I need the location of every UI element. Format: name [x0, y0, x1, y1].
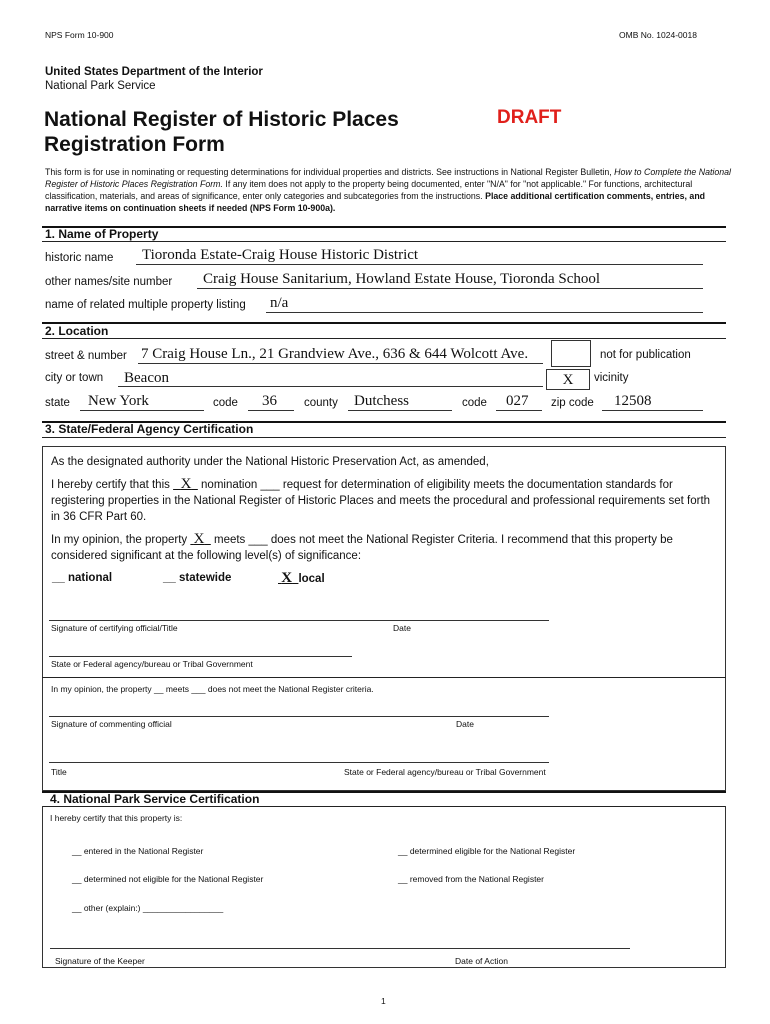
county-label: county	[304, 397, 338, 409]
vicinity-mark: X	[562, 372, 574, 388]
other-names-field	[197, 288, 703, 289]
nps-certification-box	[42, 806, 726, 968]
county-code-label: code	[462, 397, 487, 409]
authority-statement: As the designated authority under the National Historic Preservation Act, as amended,	[51, 456, 489, 468]
option-removed[interactable]: __ removed from the National Register	[398, 874, 544, 884]
state-field	[80, 410, 204, 411]
vicinity-label: vicinity	[594, 372, 629, 384]
section-divider	[42, 322, 726, 324]
county-value[interactable]: Dutchess	[354, 393, 409, 409]
intro-text-2: If any item does not apply to the property being documented, enter "N/A" for "not applicable." For functions, architectural classification, materials, and areas of significance, enter only categories and subcategories from the instructions.	[45, 179, 693, 201]
state-label: state	[45, 397, 70, 409]
intro-paragraph	[45, 166, 731, 214]
other-names-label: other names/site number	[45, 276, 173, 288]
opinion-text: In my opinion, the property	[51, 534, 191, 546]
historic-name-value[interactable]: Tioronda Estate-Craig House Historic District	[142, 247, 419, 263]
section-underline	[42, 241, 726, 242]
street-value[interactable]: 7 Craig House Ln., 21 Grandview Ave., 636 & 644 Wolcott Ave.	[141, 346, 529, 362]
other-names-value[interactable]: Craig House Sanitarium, Howland Estate House, Tioronda School	[203, 271, 601, 287]
commenting-opinion: In my opinion, the property __ meets ___ does not meet the National Register criteria.	[51, 684, 374, 694]
related-listing-label: name of related multiple property listing	[45, 299, 246, 311]
commenting-date-label: Date	[456, 719, 474, 729]
section-1-heading: 1. Name of Property	[45, 227, 159, 241]
street-field	[138, 363, 543, 364]
agency-label-2: State or Federal agency/bureau or Tribal Government	[344, 767, 546, 777]
state-code-value[interactable]: 36	[262, 393, 277, 409]
certification-statement	[51, 476, 721, 525]
title-label: Title	[51, 767, 67, 777]
service-name: National Park Service	[45, 80, 156, 92]
opinion-text-2: meets ___ does not meet the National Register Criteria. I recommend that this property be considered significant at the following level(s) of significance:	[51, 534, 673, 562]
not-for-publication-checkbox[interactable]	[551, 340, 591, 367]
street-label: street & number	[45, 350, 127, 362]
county-field	[348, 410, 452, 411]
local-mark: X	[281, 570, 293, 586]
page-number: 1	[381, 996, 386, 1006]
local-label: local	[298, 573, 325, 585]
opinion-statement	[51, 531, 721, 564]
date-of-action-label: Date of Action	[455, 956, 508, 966]
county-code-value[interactable]: 027	[506, 393, 529, 409]
level-statewide[interactable]: __ statewide	[163, 572, 232, 584]
commenting-signature-label: Signature of commenting official	[51, 719, 172, 729]
certifying-date-label: Date	[393, 623, 411, 633]
omb-number: OMB No. 1024-0018	[619, 30, 697, 40]
state-value[interactable]: New York	[88, 393, 149, 409]
form-title-line2: Registration Form	[44, 133, 225, 156]
certifying-signature-line	[49, 620, 549, 621]
level-local[interactable]	[278, 570, 325, 587]
draft-stamp: DRAFT	[497, 107, 562, 128]
meets-mark[interactable]: X	[193, 531, 205, 547]
historic-name-label: historic name	[45, 252, 114, 264]
city-field	[118, 386, 543, 387]
intro-text: This form is for use in nominating or requesting determinations for individual properties and districts. See instructions in National Register Bulletin,	[45, 167, 615, 177]
title-line	[49, 762, 549, 763]
certify-text-2: nomination ___ request for determination of eligibility meets the documentation standards for registering properties in the National Register of Historic Places and meets the procedural and professional requirements set forth in 36 CFR Part 60.	[51, 479, 711, 523]
agency-line	[49, 656, 352, 657]
form-title-line1: National Register of Historic Places	[44, 108, 399, 131]
historic-name-field	[136, 264, 703, 265]
certification-box-divider	[42, 677, 726, 678]
option-other[interactable]: __ other (explain:) _________________	[72, 903, 224, 913]
agency-label: State or Federal agency/bureau or Tribal Government	[51, 659, 253, 669]
state-code-label: code	[213, 397, 238, 409]
department-name: United States Department of the Interior	[45, 66, 263, 78]
level-national[interactable]: __ national	[52, 572, 113, 584]
state-code-field	[248, 410, 294, 411]
intro-bulletin-title: How to Complete the National Register of Historic Places Registration Form.	[45, 167, 732, 189]
option-determined-eligible[interactable]: __ determined eligible for the National Register	[398, 846, 576, 856]
county-code-field	[496, 410, 542, 411]
commenting-signature-line	[49, 716, 549, 717]
keeper-signature-line	[50, 948, 630, 949]
section-4-heading: 4. National Park Service Certification	[50, 792, 260, 806]
certify-text: I hereby certify that this	[51, 479, 174, 491]
vicinity-checkbox[interactable]	[546, 369, 590, 390]
related-listing-field	[266, 312, 703, 313]
zip-value[interactable]: 12508	[614, 393, 652, 409]
section-underline	[42, 338, 726, 339]
intro-continuation-note: Place additional certification comments, entries, and narrative items on continuation sheets if needed (NPS Form 10-900a).	[45, 191, 706, 213]
city-value[interactable]: Beacon	[124, 370, 169, 386]
option-not-eligible[interactable]: __ determined not eligible for the National Register	[72, 874, 264, 884]
option-entered[interactable]: __ entered in the National Register	[72, 846, 204, 856]
section-underline	[42, 437, 726, 438]
related-listing-value[interactable]: n/a	[270, 295, 289, 311]
city-label: city or town	[45, 372, 104, 384]
certifying-signature-label: Signature of certifying official/Title	[51, 623, 178, 633]
keeper-signature-label: Signature of the Keeper	[55, 956, 145, 966]
section-3-heading: 3. State/Federal Agency Certification	[45, 422, 254, 436]
zip-label: zip code	[551, 397, 594, 409]
form-number: NPS Form 10-900	[45, 30, 114, 40]
not-for-publication-label: not for publication	[600, 349, 691, 361]
section-2-heading: 2. Location	[45, 324, 109, 338]
nomination-mark[interactable]: X	[180, 476, 192, 492]
nps-certify-statement: I hereby certify that this property is:	[50, 813, 183, 823]
zip-field	[602, 410, 703, 411]
